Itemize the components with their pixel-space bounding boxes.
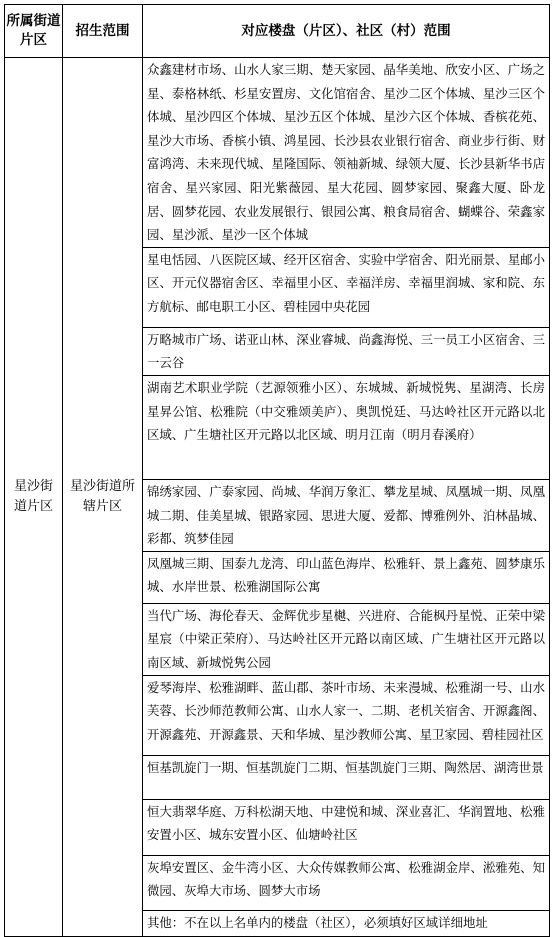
table-header-row <box>5 5 550 58</box>
communities-cell: 恒基凯旋门一期、恒基凯旋门二期、恒基凯旋门三期、陶然居、湖湾世景 <box>143 755 550 799</box>
header-scope: 招生范围 <box>63 5 143 58</box>
communities-cell: 万略城市广场、诺亚山林、深业睿城、尚鑫海悦、三一员工小区宿舍、三一云谷 <box>143 327 550 375</box>
communities-cell: 凤凰城三期、国泰九龙湾、印山蓝色海岸、松雅轩、景上鑫苑、圆梦康乐城、水岸世景、松雅湖国际公寓 <box>143 551 550 603</box>
enrollment-range-table <box>4 4 550 937</box>
communities-cell: 湖南艺术职业学院（艺源领雅小区）、东城城、新城悦隽、星湖湾、长房星昇公馆、松雅院（中交雅颂美庐）、奥凯悦廷、马达岭社区开元路以北区域、广生塘社区开元路以北区域、明月江南（明月春溪府） <box>143 375 550 479</box>
district-cell: 星沙街道片区 <box>5 58 63 937</box>
scope-cell: 星沙街道所辖片区 <box>63 58 143 937</box>
communities-cell: 爱琴海岸、松雅湖畔、蓝山郡、茶叶市场、未来漫城、松雅湖一号、山水芙蓉、长沙师范教师公寓、山水人家一、二期、老机关宿舍、开源鑫阁、开源鑫苑、开源鑫景、天和华城、星沙教师公寓、星卫家园、碧桂园社区 <box>143 675 550 755</box>
communities-cell: 恒大翡翠华庭、万科松湖天地、中建悦和城、深业喜汇、华润置地、松雅安置小区、城东安置小区、仙塘岭社区 <box>143 799 550 855</box>
table-row <box>5 58 550 248</box>
communities-cell: 锦绣家园、广泰家园、尚城、华润万象汇、攀龙星城、凤凰城一期、凤凰城二期、佳美星城、银路家园、思进大厦、爱都、博雅例外、泊林晶城、彩都、筑梦佳园 <box>143 479 550 551</box>
communities-cell: 众鑫建材市场、山水人家三期、楚天家园、晶华美地、欣安小区、广场之星、泰格林纸、杉星安置房、文化馆宿舍、星沙二区个体城、星沙三区个体城、星沙四区个体城、星沙五区个体城、星沙六区个体城、香槟花苑、星沙大市场、香槟小镇、鸿星园、长沙县农业银行宿舍、商业步行街、财富鸿湾、未来现代城、星隆国际、领袖新城、绿领大厦、长沙县新华书店宿舍、星兴家园、阳光紫薇园、星大花园、圆梦家园、聚鑫大厦、卧龙居、圆梦花园、农业发展银行、银园公寓、粮食局宿舍、蝴蝶谷、荣鑫家园、星沙派、星沙一区个体城 <box>143 58 550 248</box>
header-communities: 对应楼盘（片区）、社区（村）范围 <box>143 5 550 58</box>
communities-cell: 当代广场、海伦春天、金辉优步星樾、兴进府、合能枫丹星悦、正荣中梁星宸（中梁正荣府）、马达岭社区开元路以南区域、广生塘社区开元路以南区域、新城悦隽公园 <box>143 603 550 675</box>
communities-cell: 灰埠安置区、金牛湾小区、大众传媒教师公寓、松雅湖金岸、淞雅苑、知微园、灰埠大市场、圆梦大市场 <box>143 855 550 910</box>
header-district: 所属街道片区 <box>5 5 63 58</box>
communities-cell: 其他：不在以上名单内的楼盘（社区），必须填好区域详细地址 <box>143 910 550 936</box>
communities-cell: 星电恬园、八医院区域、经开区宿舍、实验中学宿舍、阳光丽景、星邮小区、开元仪器宿舍区、幸福里小区、幸福洋房、幸福里润城、家和院、东方航标、邮电职工小区、碧桂园中央花园 <box>143 247 550 327</box>
